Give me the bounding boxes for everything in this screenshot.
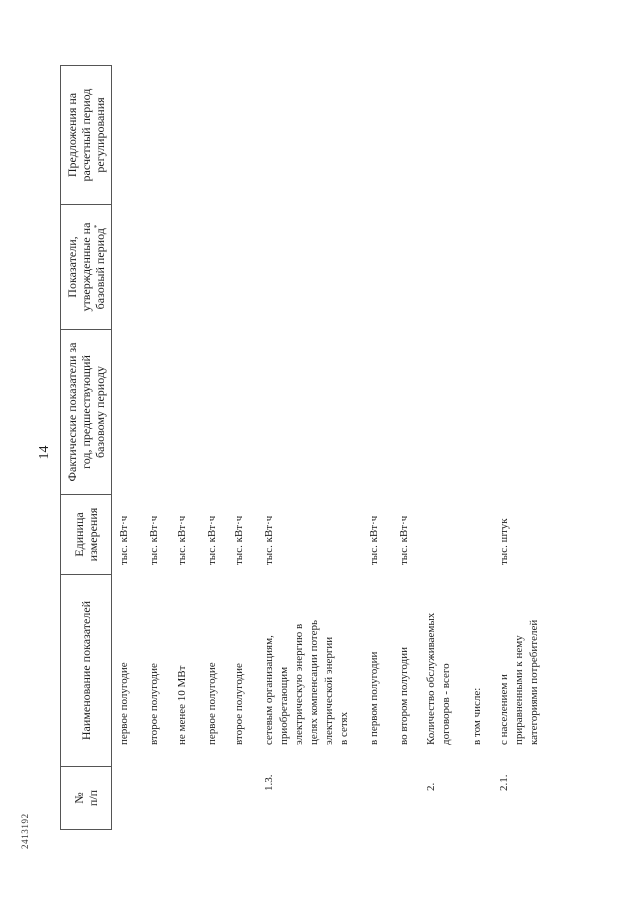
- row-unit: тыс. кВт·ч: [176, 515, 188, 565]
- row-name: первое полугодие: [206, 662, 218, 745]
- row-name: первое полугодие: [118, 662, 130, 745]
- table-row: [142, 65, 170, 830]
- row-unit: тыс. штук: [498, 518, 510, 565]
- table-header-name-label: Наименование показателей: [79, 600, 93, 741]
- table-row: [112, 65, 142, 830]
- row-unit: тыс. кВт·ч: [398, 515, 410, 565]
- table-row: [419, 65, 465, 830]
- row-number: 2.1.: [498, 774, 510, 791]
- row-name: сетевым организациям, приобретающим электрическую энергию в целях компенсации потерь электрической энергии в сетях: [263, 619, 350, 745]
- row-name: не менее 10 МВт: [176, 665, 188, 745]
- table-row: [200, 65, 227, 830]
- document-code: 2413192: [20, 813, 30, 849]
- row-number: 1.3.: [263, 774, 275, 791]
- table-row: [257, 65, 362, 830]
- table-header-number-label: № п/п: [72, 789, 100, 807]
- approved-base-period-text: Показатели, утвержденные на базовый период: [65, 222, 107, 312]
- table-header-unit: [60, 495, 112, 575]
- row-unit: тыс. кВт·ч: [148, 515, 160, 565]
- row-name: с населением и приравненными к нему категориями потребителей: [498, 619, 540, 745]
- row-unit: тыс. кВт·ч: [118, 515, 130, 565]
- row-name: в первом полугодии: [368, 651, 380, 745]
- row-name: второе полугодие: [233, 663, 245, 745]
- table-header-approved-base-period-label: [65, 223, 107, 312]
- row-name: второе полугодие: [148, 663, 160, 745]
- table-header-unit-label: Единица измерения: [72, 507, 100, 562]
- table-row: [392, 65, 419, 830]
- row-unit: тыс. кВт·ч: [206, 515, 218, 565]
- table-row: [227, 65, 257, 830]
- table-row: [465, 65, 492, 830]
- table-header-number: [60, 767, 112, 830]
- table-header-proposals: [60, 65, 112, 205]
- table-header-actual-prev-year-label: Фактические показатели за год, предшествующий базовому периоду: [65, 342, 107, 482]
- row-name: в том числе:: [471, 687, 483, 745]
- table-header-actual-prev-year: [60, 330, 112, 495]
- table-row: [492, 65, 552, 830]
- table-header-row: [60, 65, 112, 830]
- row-unit: тыс. кВт·ч: [368, 515, 380, 565]
- indicators-table: [60, 65, 552, 830]
- table-header-proposals-label: Предложения на расчетный период регулирования: [65, 88, 107, 182]
- row-number: 2.: [425, 782, 437, 791]
- table-row: [362, 65, 392, 830]
- table-row: [170, 65, 200, 830]
- row-unit: тыс. кВт·ч: [233, 515, 245, 565]
- row-name: Количество обслуживаемых договоров - всего: [425, 612, 452, 745]
- row-unit: тыс. кВт·ч: [263, 515, 275, 565]
- table-header-approved-base-period: [60, 205, 112, 330]
- row-name: во втором полугодии: [398, 647, 410, 745]
- page-number: 14: [37, 445, 52, 460]
- table-header-name: [60, 575, 112, 767]
- footnote-mark: *: [93, 224, 101, 229]
